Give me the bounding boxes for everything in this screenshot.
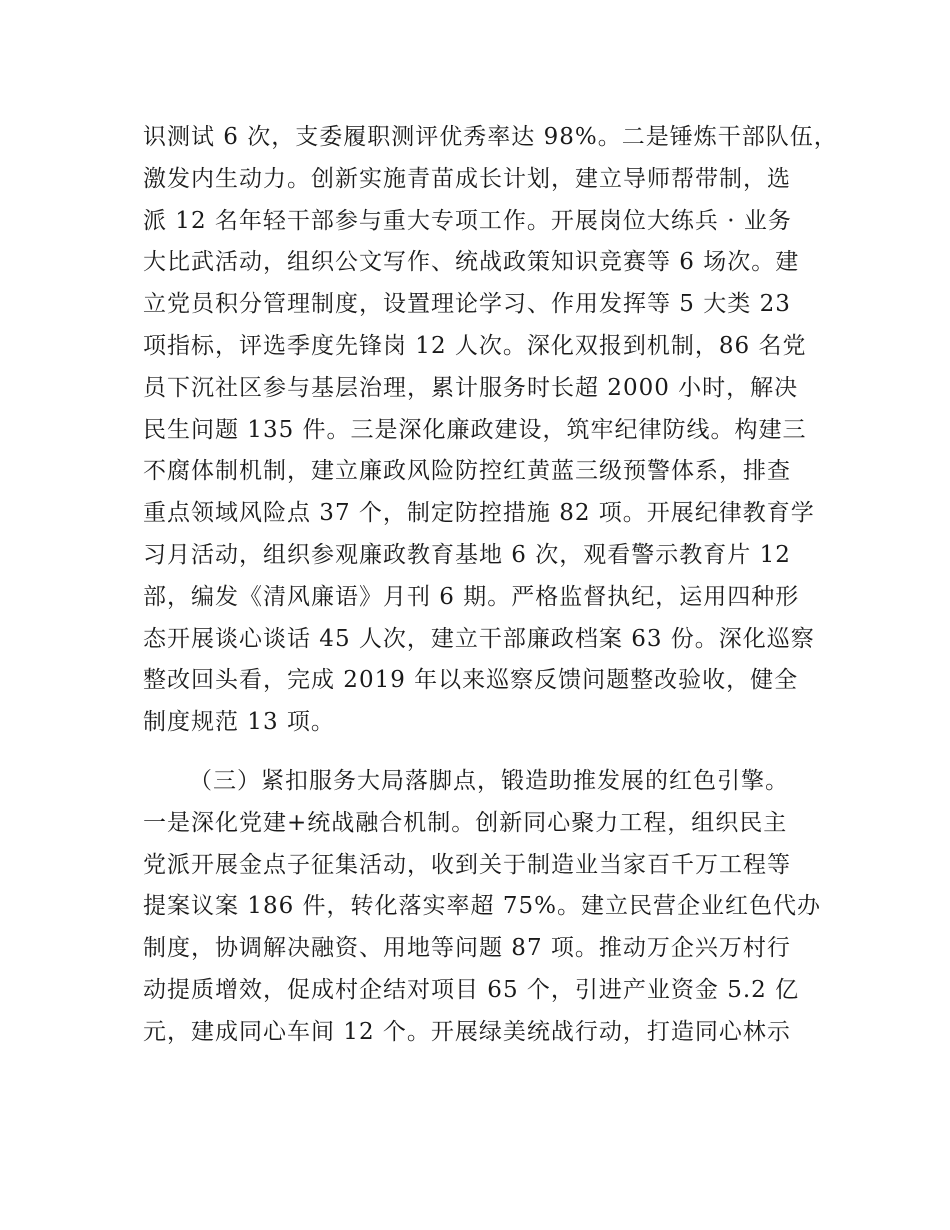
text-line: 重点领域风险点 37 个，制定防控措施 82 项。开展纪律教育学: [143, 500, 815, 527]
text-line: 项指标，评选季度先锋岗 12 人次。深化双报到机制，86 名党: [143, 332, 807, 359]
text-line: 元，建成同心车间 12 个。开展绿美统战行动，打造同心林示: [143, 1018, 791, 1045]
paragraph-1: [143, 117, 838, 744]
text-line: 态开展谈心谈话 45 人次，建立干部廉政档案 63 份。深化巡察: [143, 625, 815, 652]
text-line: 派 12 名年轻干部参与重大专项工作。开展岗位大练兵 · 业务: [143, 207, 792, 234]
section-heading-line: （三）紧扣服务大局落脚点，锻造助推发展的红色引擎。: [189, 768, 789, 794]
text-line: 制度，协调解决融资、用地等问题 87 项。推动万企兴万村行: [143, 935, 791, 962]
text-line: 动提质增效，促成村企结对项目 65 个，引进产业资金 5.2 亿: [143, 976, 800, 1003]
text-line: 大比武活动，组织公文写作、统战政策知识竞赛等 6 场次。建: [143, 249, 800, 276]
text-line: 部，编发《清风廉语》月刊 6 期。严格监督执纪，运用四种形: [143, 583, 800, 610]
text-line: 习月活动，组织参观廉政教育基地 6 次，观看警示教育片 12: [143, 541, 791, 568]
text-line: 党派开展金点子征集活动，收到关于制造业当家百千万工程等: [143, 851, 791, 878]
text-line: 一是深化党建+统战融合机制。创新同心聚力工程，组织民主: [143, 809, 788, 836]
text-line: 不腐体制机制，建立廉政风险防控红黄蓝三级预警体系，排查: [143, 458, 791, 485]
text-line: 员下沉社区参与基层治理，累计服务时长超 2000 小时，解决: [143, 374, 799, 401]
text-line: 激发内生动力。创新实施青苗成长计划，建立导师帮带制，选: [143, 165, 791, 192]
text-line: 识测试 6 次，支委履职测评优秀率达 98%。二是锤炼干部队伍，: [143, 124, 838, 150]
text-line: 提案议案 186 件，转化落实率超 75%。建立民营企业红色代办: [143, 893, 821, 920]
text-line: 制度规范 13 项。: [143, 709, 335, 736]
text-line: 民生问题 135 件。三是深化廉政建设，筑牢纪律防线。构建三: [143, 416, 807, 443]
text-line: 整改回头看，完成 2019 年以来巡察反馈问题整改验收，健全: [143, 667, 799, 694]
text-line: 立党员积分管理制度，设置理论学习、作用发挥等 5 大类 23: [143, 291, 791, 318]
paragraph-2: [143, 761, 823, 1054]
